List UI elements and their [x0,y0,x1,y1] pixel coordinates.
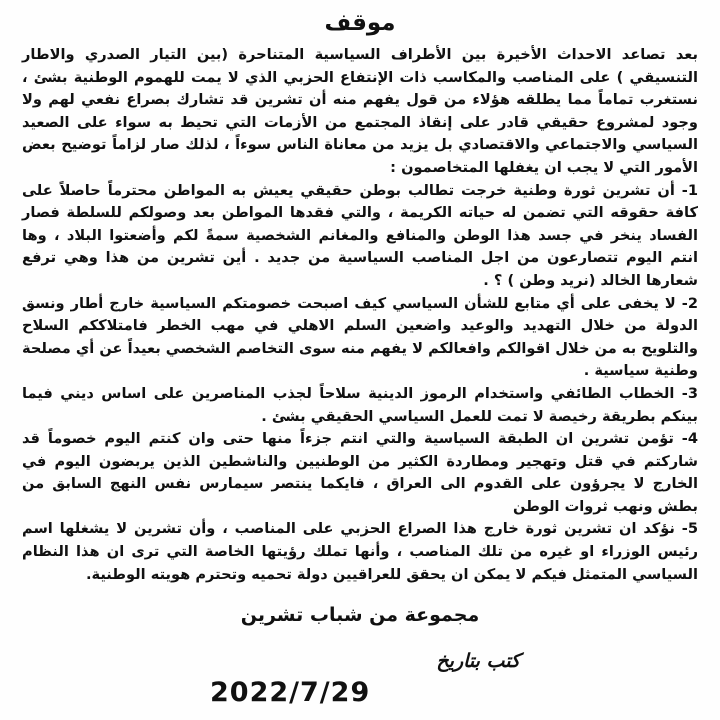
intro-paragraph: بعد تصاعد الاحداث الأخيرة بين الأطراف السياسية المتناحرة (بين التيار الصدري والاطار التنسيقي ) على المناصب والمكاسب ذات الإنتفاع الحزبي الذي لا يمت للهموم الوطنية بشئ ، نستغرب تماماً مما يطلقه هؤلاء من قول يفهم منه أن تشرين قد تشارك بصراع نفعي لهم ولا وجود لمشروع حقيقي قادر على إنقاذ المجتمع من الأزمات التي تحيط به سواء على الصعيد السياسي والاجتماعي والاقتصادي بل يزيد من معاناة الناس سوءاً ، لذلك صار لزاماً توضيح بعض الأمور التي لا يجب ان يغفلها المتخاصمون : [22,46,698,176]
statement-title: موقف [324,10,396,36]
point-4-paragraph: 4- تؤمن تشرين ان الطبقة السياسية والتي انتم جزءاً منها حتى وان كنتم اليوم خصوماً قد شاركتم في قتل وتهجير ومطاردة الكثير من الوطنيين والناشطين الذين يربضون اليوم في الخارج لا يجرؤون على القدوم الى العراق ، فايكما ينتصر سيمارس نفس النهج السابق من بطش ونهب ثروات الوطن [22,430,698,515]
signature-line: مجموعة من شباب تشرين [240,604,480,626]
written-on-label: كتب بتاريخ [436,650,520,672]
statement-date: 2022/7/29 [210,677,371,708]
point-1-paragraph: 1- أن تشرين ثورة وطنية خرجت تطالب بوطن حقيقي يعيش به المواطن محترماً حاصلاً على كافة حقوقه التي تضمن له حياته الكريمة ، والتي فقدها المواطن بعد وصولكم للسلطة فصار الفساد ينخر في جسد هذا الوطن والمنافع والمغانم الشخصية سمةً لكم وأضعتوا البلاد ، وها انتم اليوم تتصارعون من اجل المناصب السياسية من جديد . أين تشرين من هذا وهي ترفع شعارها الخالد (نريد وطن ) ؟ . [22,181,698,289]
point-2-paragraph: 2- لا يخفى على أي متابع للشأن السياسي كيف اصبحت خصومتكم السياسية خارج أطار ونسق الدولة من خلال التهديد والوعيد واضعين السلم الاهلي في مهب الخطر فامتلاككم السلاح والتلويح به من خلال اقوالكم وافعالكم لا يفهم منه سوى التخاصم الشخصي بعيداً عن أي مصلحة وطنية سياسية . [22,294,698,380]
statement-body [22,44,698,586]
point-3-paragraph: 3- الخطاب الطائفي واستخدام الرموز الدينية سلاحاً لجذب المناصرين على اساس ديني فيما بينكم بطريقة رخيصة لا تمت للعمل السياسي الحقيقي بشئ . [22,384,698,425]
point-5-paragraph: 5- نؤكد ان تشرين ثورة خارج هذا الصراع الحزبي على المناصب ، وأن تشرين لا يشغلها اسم رئيس الوزراء او غيره من تلك المناصب ، وأنها تملك رؤيتها الخاصة التي ترى ان هذا النظام السياسي المتمثل فيكم لا يمكن ان يحقق للعراقيين دولة تحميه وتحترم هويته الوطنية. [22,520,698,583]
